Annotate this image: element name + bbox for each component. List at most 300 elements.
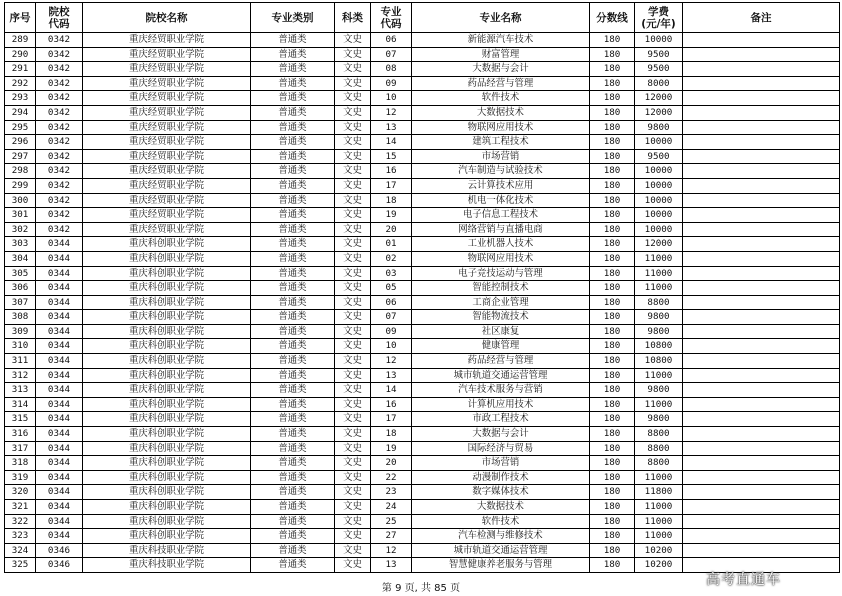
cell-school-name: 重庆经贸职业学院: [83, 120, 251, 135]
cell-score: 180: [590, 47, 635, 62]
cell-score: 180: [590, 237, 635, 252]
cell-major-code: 06: [371, 295, 412, 310]
cell-category: 普通类: [251, 485, 335, 500]
cell-major-code: 25: [371, 514, 412, 529]
cell-score: 180: [590, 178, 635, 193]
cell-score: 180: [590, 164, 635, 179]
cell-category: 普通类: [251, 251, 335, 266]
table-row: [5, 208, 840, 223]
cell-score: 180: [590, 324, 635, 339]
cell-category: 普通类: [251, 281, 335, 296]
cell-remarks: [683, 91, 840, 106]
cell-tuition: 11800: [635, 485, 683, 500]
cell-major-code: 27: [371, 529, 412, 544]
cell-school-code: 0344: [36, 368, 83, 383]
cell-major-name: 动漫制作技术: [412, 470, 590, 485]
cell-tuition: 10000: [635, 193, 683, 208]
cell-school-code: 0344: [36, 354, 83, 369]
cell-score: 180: [590, 427, 635, 442]
cell-major-code: 13: [371, 368, 412, 383]
cell-remarks: [683, 251, 840, 266]
table-row: [5, 193, 840, 208]
cell-index: 322: [5, 514, 36, 529]
cell-school-name: 重庆科创职业学院: [83, 281, 251, 296]
cell-school-name: 重庆经贸职业学院: [83, 178, 251, 193]
cell-index: 319: [5, 470, 36, 485]
cell-tuition: 8800: [635, 295, 683, 310]
cell-subject: 文史: [335, 514, 371, 529]
table-body: [5, 33, 840, 573]
table-row: [5, 543, 840, 558]
cell-major-code: 09: [371, 76, 412, 91]
cell-major-name: 电子竞技运动与管理: [412, 266, 590, 281]
cell-tuition: 9500: [635, 149, 683, 164]
cell-remarks: [683, 208, 840, 223]
table-row: [5, 178, 840, 193]
cell-subject: 文史: [335, 354, 371, 369]
cell-index: 298: [5, 164, 36, 179]
cell-major-code: 12: [371, 105, 412, 120]
cell-score: 180: [590, 149, 635, 164]
cell-major-name: 市政工程技术: [412, 412, 590, 427]
cell-tuition: 10800: [635, 339, 683, 354]
cell-subject: 文史: [335, 120, 371, 135]
cell-major-name: 社区康复: [412, 324, 590, 339]
cell-index: 304: [5, 251, 36, 266]
cell-remarks: [683, 135, 840, 150]
cell-subject: 文史: [335, 412, 371, 427]
cell-major-name: 软件技术: [412, 91, 590, 106]
cell-tuition: 10000: [635, 33, 683, 48]
cell-category: 普通类: [251, 193, 335, 208]
cell-category: 普通类: [251, 470, 335, 485]
cell-index: 289: [5, 33, 36, 48]
admission-table: [4, 2, 840, 573]
cell-major-code: 12: [371, 543, 412, 558]
cell-major-name: 市场营销: [412, 149, 590, 164]
table-row: [5, 62, 840, 77]
cell-tuition: 12000: [635, 237, 683, 252]
cell-school-name: 重庆科创职业学院: [83, 456, 251, 471]
cell-index: 297: [5, 149, 36, 164]
cell-school-name: 重庆科创职业学院: [83, 368, 251, 383]
cell-tuition: 10000: [635, 208, 683, 223]
cell-category: 普通类: [251, 514, 335, 529]
header-index: 序号: [5, 3, 36, 33]
table-row: [5, 135, 840, 150]
cell-score: 180: [590, 222, 635, 237]
cell-major-code: 23: [371, 485, 412, 500]
cell-major-name: 大数据技术: [412, 500, 590, 515]
cell-school-name: 重庆经贸职业学院: [83, 62, 251, 77]
cell-category: 普通类: [251, 456, 335, 471]
cell-category: 普通类: [251, 135, 335, 150]
cell-index: 303: [5, 237, 36, 252]
table-row: [5, 441, 840, 456]
cell-subject: 文史: [335, 470, 371, 485]
cell-tuition: 11000: [635, 514, 683, 529]
cell-school-code: 0344: [36, 339, 83, 354]
cell-tuition: 12000: [635, 91, 683, 106]
cell-major-name: 智能控制技术: [412, 281, 590, 296]
cell-tuition: 10200: [635, 558, 683, 573]
cell-school-code: 0342: [36, 208, 83, 223]
cell-remarks: [683, 441, 840, 456]
table-row: [5, 295, 840, 310]
cell-score: 180: [590, 281, 635, 296]
cell-major-code: 16: [371, 397, 412, 412]
cell-remarks: [683, 281, 840, 296]
cell-major-code: 05: [371, 281, 412, 296]
header-major-name: 专业名称: [412, 3, 590, 33]
cell-major-code: 17: [371, 178, 412, 193]
cell-subject: 文史: [335, 295, 371, 310]
cell-subject: 文史: [335, 397, 371, 412]
table-row: [5, 470, 840, 485]
cell-index: 324: [5, 543, 36, 558]
cell-school-code: 0344: [36, 383, 83, 398]
cell-school-name: 重庆科创职业学院: [83, 324, 251, 339]
cell-category: 普通类: [251, 354, 335, 369]
cell-major-name: 市场营销: [412, 456, 590, 471]
cell-major-name: 药品经营与管理: [412, 354, 590, 369]
cell-subject: 文史: [335, 324, 371, 339]
cell-tuition: 9800: [635, 412, 683, 427]
cell-score: 180: [590, 514, 635, 529]
cell-major-code: 19: [371, 208, 412, 223]
cell-school-name: 重庆科创职业学院: [83, 251, 251, 266]
cell-major-name: 工商企业管理: [412, 295, 590, 310]
cell-score: 180: [590, 208, 635, 223]
cell-category: 普通类: [251, 164, 335, 179]
cell-major-name: 城市轨道交通运营管理: [412, 368, 590, 383]
cell-tuition: 10000: [635, 178, 683, 193]
cell-school-code: 0342: [36, 193, 83, 208]
table-row: [5, 222, 840, 237]
cell-school-name: 重庆科创职业学院: [83, 500, 251, 515]
cell-index: 317: [5, 441, 36, 456]
cell-score: 180: [590, 500, 635, 515]
cell-school-code: 0342: [36, 178, 83, 193]
cell-major-name: 智能物流技术: [412, 310, 590, 325]
cell-major-code: 19: [371, 441, 412, 456]
cell-tuition: 10200: [635, 543, 683, 558]
cell-school-name: 重庆科创职业学院: [83, 354, 251, 369]
cell-index: 299: [5, 178, 36, 193]
cell-remarks: [683, 529, 840, 544]
cell-school-name: 重庆科创职业学院: [83, 514, 251, 529]
cell-major-name: 数字媒体技术: [412, 485, 590, 500]
cell-school-code: 0344: [36, 310, 83, 325]
cell-major-name: 国际经济与贸易: [412, 441, 590, 456]
cell-category: 普通类: [251, 149, 335, 164]
cell-subject: 文史: [335, 91, 371, 106]
cell-index: 296: [5, 135, 36, 150]
cell-remarks: [683, 47, 840, 62]
cell-subject: 文史: [335, 105, 371, 120]
cell-remarks: [683, 178, 840, 193]
cell-index: 318: [5, 456, 36, 471]
cell-category: 普通类: [251, 383, 335, 398]
cell-index: 316: [5, 427, 36, 442]
header-tuition: 学费 (元/年): [635, 3, 683, 33]
cell-score: 180: [590, 62, 635, 77]
cell-major-name: 机电一体化技术: [412, 193, 590, 208]
cell-index: 292: [5, 76, 36, 91]
cell-tuition: 11000: [635, 266, 683, 281]
table-row: [5, 427, 840, 442]
cell-major-code: 18: [371, 193, 412, 208]
cell-tuition: 11000: [635, 251, 683, 266]
cell-school-code: 0344: [36, 266, 83, 281]
cell-major-code: 22: [371, 470, 412, 485]
cell-school-code: 0344: [36, 485, 83, 500]
cell-school-name: 重庆科创职业学院: [83, 237, 251, 252]
cell-category: 普通类: [251, 397, 335, 412]
cell-index: 311: [5, 354, 36, 369]
table-row: [5, 33, 840, 48]
cell-school-code: 0344: [36, 514, 83, 529]
cell-category: 普通类: [251, 310, 335, 325]
cell-category: 普通类: [251, 91, 335, 106]
cell-tuition: 8000: [635, 76, 683, 91]
cell-school-code: 0344: [36, 412, 83, 427]
cell-school-name: 重庆经贸职业学院: [83, 105, 251, 120]
cell-school-name: 重庆科创职业学院: [83, 529, 251, 544]
cell-school-name: 重庆经贸职业学院: [83, 135, 251, 150]
cell-school-name: 重庆经贸职业学院: [83, 164, 251, 179]
cell-subject: 文史: [335, 135, 371, 150]
cell-school-code: 0342: [36, 47, 83, 62]
table-row: [5, 281, 840, 296]
cell-category: 普通类: [251, 178, 335, 193]
cell-subject: 文史: [335, 383, 371, 398]
cell-score: 180: [590, 456, 635, 471]
cell-score: 180: [590, 91, 635, 106]
cell-index: 301: [5, 208, 36, 223]
cell-remarks: [683, 149, 840, 164]
table-row: [5, 237, 840, 252]
cell-school-name: 重庆经贸职业学院: [83, 91, 251, 106]
cell-score: 180: [590, 266, 635, 281]
cell-major-code: 12: [371, 354, 412, 369]
cell-category: 普通类: [251, 324, 335, 339]
cell-major-code: 10: [371, 91, 412, 106]
cell-category: 普通类: [251, 208, 335, 223]
cell-index: 312: [5, 368, 36, 383]
cell-category: 普通类: [251, 222, 335, 237]
cell-score: 180: [590, 295, 635, 310]
cell-school-name: 重庆科技职业学院: [83, 558, 251, 573]
cell-major-name: 电子信息工程技术: [412, 208, 590, 223]
cell-major-name: 药品经营与管理: [412, 76, 590, 91]
cell-major-name: 物联网应用技术: [412, 251, 590, 266]
cell-category: 普通类: [251, 339, 335, 354]
cell-score: 180: [590, 558, 635, 573]
cell-score: 180: [590, 354, 635, 369]
cell-school-code: 0344: [36, 324, 83, 339]
cell-major-code: 17: [371, 412, 412, 427]
cell-major-name: 大数据与会计: [412, 427, 590, 442]
cell-school-name: 重庆科创职业学院: [83, 339, 251, 354]
cell-school-code: 0342: [36, 135, 83, 150]
table-row: [5, 105, 840, 120]
cell-remarks: [683, 383, 840, 398]
cell-category: 普通类: [251, 427, 335, 442]
cell-index: 302: [5, 222, 36, 237]
cell-index: 308: [5, 310, 36, 325]
cell-tuition: 11000: [635, 529, 683, 544]
cell-remarks: [683, 368, 840, 383]
cell-subject: 文史: [335, 441, 371, 456]
cell-subject: 文史: [335, 193, 371, 208]
cell-remarks: [683, 485, 840, 500]
cell-school-name: 重庆科创职业学院: [83, 412, 251, 427]
cell-major-code: 10: [371, 339, 412, 354]
cell-category: 普通类: [251, 558, 335, 573]
cell-major-code: 20: [371, 222, 412, 237]
cell-remarks: [683, 105, 840, 120]
table-row: [5, 149, 840, 164]
cell-major-name: 物联网应用技术: [412, 120, 590, 135]
cell-score: 180: [590, 33, 635, 48]
table-row: [5, 456, 840, 471]
table-row: [5, 164, 840, 179]
cell-major-name: 大数据技术: [412, 105, 590, 120]
table-row: [5, 266, 840, 281]
cell-major-name: 大数据与会计: [412, 62, 590, 77]
cell-subject: 文史: [335, 281, 371, 296]
cell-tuition: 9800: [635, 310, 683, 325]
cell-school-code: 0342: [36, 33, 83, 48]
cell-remarks: [683, 456, 840, 471]
cell-score: 180: [590, 193, 635, 208]
cell-major-code: 01: [371, 237, 412, 252]
cell-major-code: 24: [371, 500, 412, 515]
cell-school-code: 0344: [36, 237, 83, 252]
cell-subject: 文史: [335, 310, 371, 325]
cell-category: 普通类: [251, 543, 335, 558]
cell-major-code: 14: [371, 383, 412, 398]
cell-major-name: 工业机器人技术: [412, 237, 590, 252]
cell-score: 180: [590, 383, 635, 398]
cell-school-name: 重庆经贸职业学院: [83, 222, 251, 237]
cell-school-code: 0346: [36, 558, 83, 573]
cell-score: 180: [590, 105, 635, 120]
cell-major-name: 汽车制造与试验技术: [412, 164, 590, 179]
cell-remarks: [683, 237, 840, 252]
cell-remarks: [683, 397, 840, 412]
cell-category: 普通类: [251, 368, 335, 383]
cell-remarks: [683, 543, 840, 558]
cell-score: 180: [590, 485, 635, 500]
cell-major-name: 汽车检测与维修技术: [412, 529, 590, 544]
cell-remarks: [683, 76, 840, 91]
cell-school-name: 重庆经贸职业学院: [83, 149, 251, 164]
cell-tuition: 10000: [635, 222, 683, 237]
cell-school-code: 0342: [36, 62, 83, 77]
cell-tuition: 8800: [635, 427, 683, 442]
cell-remarks: [683, 222, 840, 237]
cell-major-code: 07: [371, 310, 412, 325]
cell-subject: 文史: [335, 456, 371, 471]
cell-index: 323: [5, 529, 36, 544]
cell-index: 320: [5, 485, 36, 500]
cell-index: 300: [5, 193, 36, 208]
cell-subject: 文史: [335, 251, 371, 266]
cell-score: 180: [590, 397, 635, 412]
table-row: [5, 368, 840, 383]
table-row: [5, 120, 840, 135]
cell-category: 普通类: [251, 412, 335, 427]
cell-school-code: 0344: [36, 427, 83, 442]
cell-major-code: 02: [371, 251, 412, 266]
cell-remarks: [683, 412, 840, 427]
cell-tuition: 10000: [635, 164, 683, 179]
header-school-code: 院校 代码: [36, 3, 83, 33]
cell-index: 291: [5, 62, 36, 77]
cell-major-code: 13: [371, 558, 412, 573]
table-row: [5, 251, 840, 266]
cell-tuition: 9500: [635, 47, 683, 62]
cell-school-code: 0344: [36, 456, 83, 471]
cell-major-name: 计算机应用技术: [412, 397, 590, 412]
cell-subject: 文史: [335, 62, 371, 77]
table-row: [5, 514, 840, 529]
cell-school-name: 重庆科创职业学院: [83, 485, 251, 500]
table-header: [5, 3, 840, 33]
cell-school-code: 0344: [36, 470, 83, 485]
cell-major-name: 智慧健康养老服务与管理: [412, 558, 590, 573]
cell-subject: 文史: [335, 368, 371, 383]
page-footer: 第 9 页, 共 85 页: [381, 583, 461, 594]
cell-score: 180: [590, 543, 635, 558]
cell-tuition: 11000: [635, 368, 683, 383]
cell-score: 180: [590, 339, 635, 354]
cell-index: 315: [5, 412, 36, 427]
cell-subject: 文史: [335, 222, 371, 237]
cell-school-code: 0342: [36, 76, 83, 91]
cell-subject: 文史: [335, 529, 371, 544]
cell-subject: 文史: [335, 208, 371, 223]
cell-remarks: [683, 310, 840, 325]
cell-subject: 文史: [335, 164, 371, 179]
cell-subject: 文史: [335, 237, 371, 252]
cell-major-code: 16: [371, 164, 412, 179]
cell-tuition: 9800: [635, 383, 683, 398]
cell-category: 普通类: [251, 33, 335, 48]
cell-category: 普通类: [251, 266, 335, 281]
cell-school-name: 重庆经贸职业学院: [83, 76, 251, 91]
cell-major-code: 18: [371, 427, 412, 442]
cell-category: 普通类: [251, 529, 335, 544]
cell-school-name: 重庆科技职业学院: [83, 543, 251, 558]
header-subject: 科类: [335, 3, 371, 33]
cell-category: 普通类: [251, 237, 335, 252]
cell-school-name: 重庆科创职业学院: [83, 470, 251, 485]
cell-score: 180: [590, 441, 635, 456]
cell-remarks: [683, 62, 840, 77]
cell-index: 313: [5, 383, 36, 398]
cell-school-code: 0342: [36, 91, 83, 106]
cell-subject: 文史: [335, 427, 371, 442]
cell-major-code: 14: [371, 135, 412, 150]
cell-school-code: 0344: [36, 397, 83, 412]
cell-school-code: 0346: [36, 543, 83, 558]
cell-remarks: [683, 500, 840, 515]
cell-major-name: 新能源汽车技术: [412, 33, 590, 48]
cell-major-name: 建筑工程技术: [412, 135, 590, 150]
